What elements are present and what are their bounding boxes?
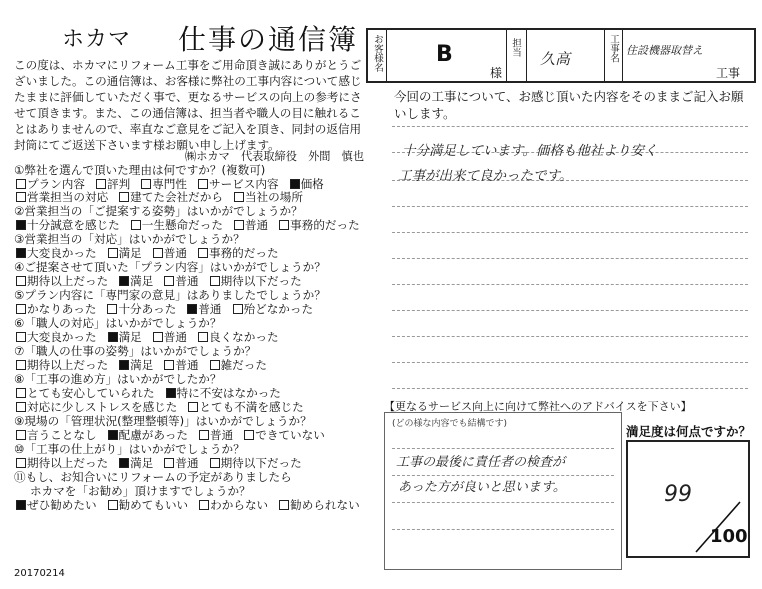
option-label: 殆どなかった xyxy=(243,302,314,317)
option-label: 評判 xyxy=(106,177,131,191)
answer-option[interactable] xyxy=(185,302,221,316)
answer-option[interactable] xyxy=(117,190,223,204)
answer-option[interactable] xyxy=(106,498,189,512)
option-label: サービス内容 xyxy=(208,177,279,191)
checkbox[interactable] xyxy=(210,458,220,468)
answer-row xyxy=(14,274,311,288)
signature: ㈱ホカマ 代表取締役 外間 慎也 xyxy=(185,150,365,163)
answer-option[interactable] xyxy=(14,386,155,400)
option-label: 専門性 xyxy=(152,177,187,191)
answer-option[interactable] xyxy=(14,400,177,414)
option-label: 普通 xyxy=(163,330,187,345)
customer-header xyxy=(366,28,756,83)
impression-line-1: 十分満足しています。価格も他社より安く xyxy=(402,143,658,159)
checkbox[interactable] xyxy=(198,332,208,342)
answer-row xyxy=(14,246,288,260)
checkbox[interactable] xyxy=(16,179,26,189)
answer-option[interactable] xyxy=(232,190,303,204)
checkbox[interactable] xyxy=(141,179,151,189)
checkbox[interactable] xyxy=(244,430,254,440)
checkbox[interactable] xyxy=(119,192,129,202)
option-label: 建てた会社だから xyxy=(130,190,223,205)
answer-option[interactable] xyxy=(208,456,302,470)
checkbox[interactable] xyxy=(234,192,244,202)
option-label: 期待以上だった xyxy=(27,358,109,373)
advice-line-1: 工事の最後に責任者の検査が xyxy=(396,455,566,470)
answer-option[interactable] xyxy=(129,218,223,232)
checkbox[interactable] xyxy=(188,402,198,412)
option-label: できていない xyxy=(255,427,325,442)
option-label: わからない xyxy=(210,497,269,512)
checkbox[interactable] xyxy=(164,360,174,370)
advice-prompt: 【更なるサービス向上に向けて弊社へのアドバイスを下さい】 xyxy=(384,400,692,413)
satisfaction-label: 満足度は何点ですか？ xyxy=(626,424,752,439)
answer-option[interactable] xyxy=(14,218,120,232)
checkbox[interactable] xyxy=(131,220,141,230)
checkbox[interactable] xyxy=(16,248,26,258)
answer-option[interactable] xyxy=(106,246,142,260)
checkbox[interactable] xyxy=(199,500,209,510)
answer-option[interactable] xyxy=(162,274,198,288)
option-label: 期待以上だった xyxy=(27,455,109,470)
answer-option[interactable] xyxy=(208,274,302,288)
answer-option[interactable] xyxy=(186,400,303,414)
answer-option[interactable] xyxy=(162,456,198,470)
page-title: 仕事の通信簿 xyxy=(178,23,359,56)
checkbox[interactable] xyxy=(16,220,26,230)
question-4: ④ご提案させて頂いた「プラン内容」はいかがでしょうか？ xyxy=(14,260,326,275)
work-suffix: 工事 xyxy=(716,66,741,80)
answer-option[interactable] xyxy=(277,498,360,512)
answer-option[interactable] xyxy=(197,498,268,512)
question-6: ⑥「職人の対応」はいかがでしょうか？ xyxy=(14,316,222,331)
answer-option[interactable] xyxy=(117,358,153,372)
answer-option[interactable] xyxy=(196,330,279,344)
customer-label: お客様名 xyxy=(372,34,383,72)
checkbox[interactable] xyxy=(119,458,129,468)
answer-option[interactable] xyxy=(242,428,325,442)
intro-text: この度は、ホカマにリフォーム工事をご用命頂き誠にありがとうございました。この通信簿は、お客様に弊社の工事内容について感じたままに評価していただく事で、更なるサービスの向上の参考にさせて頂きます。また、この通信簿は、担当者や職人の目に触れることはありませんので、率直なご意見をご記入を頂き、同封の返信用封筒にてご返送下さいます様お願い申し上げます。 xyxy=(14,58,362,153)
option-label: とても不満を感じた xyxy=(199,399,304,414)
advice-line-2: あった方が良いと思います。 xyxy=(398,480,566,495)
checkbox[interactable] xyxy=(279,220,289,230)
option-label: 勧められない xyxy=(290,497,360,512)
checkbox[interactable] xyxy=(164,458,174,468)
checkbox[interactable] xyxy=(96,179,106,189)
option-label: 満足 xyxy=(118,330,142,345)
option-label: 普通 xyxy=(175,455,199,470)
answer-row xyxy=(14,302,322,316)
answer-option[interactable] xyxy=(139,177,187,191)
checkbox[interactable] xyxy=(16,360,26,370)
answer-option[interactable] xyxy=(196,246,279,260)
form-code: 20170214 xyxy=(14,568,65,579)
answer-row xyxy=(14,190,312,204)
work-name: 住設機器取替え xyxy=(626,44,703,57)
option-label: プラン内容 xyxy=(27,177,85,191)
checkbox[interactable] xyxy=(279,500,289,510)
answer-option[interactable] xyxy=(117,274,153,288)
option-label: 営業担当の対応 xyxy=(27,190,109,205)
answer-option[interactable] xyxy=(14,246,97,260)
answer-row xyxy=(14,358,276,372)
answer-option[interactable] xyxy=(14,274,108,288)
checkbox[interactable] xyxy=(199,430,209,440)
option-label: 大変良かった xyxy=(27,330,97,345)
option-label: 普通 xyxy=(163,246,187,261)
option-label: 対応に少しストレスを感じた xyxy=(27,399,178,414)
answer-option[interactable] xyxy=(151,330,187,344)
answer-option[interactable] xyxy=(197,428,233,442)
answer-option[interactable] xyxy=(196,177,279,191)
option-label: 普通 xyxy=(210,427,234,442)
answer-option[interactable] xyxy=(106,330,142,344)
checkbox[interactable] xyxy=(16,332,26,342)
option-label: 満足 xyxy=(118,246,142,261)
checkbox[interactable] xyxy=(233,304,243,314)
option-label: 雑だった xyxy=(220,358,267,373)
answer-option[interactable] xyxy=(14,456,108,470)
option-label: 満足 xyxy=(130,274,154,289)
answer-option[interactable] xyxy=(105,302,176,316)
question-1: ①弊社を選んで頂いた理由は何ですか？(複数可) xyxy=(14,163,266,177)
answer-row xyxy=(14,386,290,400)
option-label: 言うことなし xyxy=(27,427,97,442)
checkbox[interactable] xyxy=(16,458,26,468)
answer-option[interactable] xyxy=(14,428,97,442)
checkbox[interactable] xyxy=(210,360,220,370)
advice-note: (どの様な内容でも結構です) xyxy=(392,419,508,429)
option-label: 配慮があった xyxy=(118,427,189,442)
answer-option[interactable] xyxy=(14,498,97,512)
option-label: 期待以下だった xyxy=(220,274,302,289)
checkbox[interactable] xyxy=(166,388,176,398)
option-label: 大変良かった xyxy=(27,246,97,261)
checkbox[interactable] xyxy=(16,388,26,398)
checkbox[interactable] xyxy=(187,304,197,314)
option-label: 普通 xyxy=(175,274,199,289)
checkbox[interactable] xyxy=(107,304,117,314)
option-label: 勧めてもいい xyxy=(118,497,189,512)
answer-option[interactable] xyxy=(14,358,108,372)
answer-option[interactable] xyxy=(277,218,360,232)
impression-line-2: 工事が出来て良かったです。 xyxy=(398,168,573,184)
answer-option[interactable] xyxy=(94,177,130,191)
staff-name: 久高 xyxy=(540,50,571,68)
option-label: 当社の場所 xyxy=(244,190,303,205)
checkbox[interactable] xyxy=(164,276,174,286)
company-name: ホカマ xyxy=(62,27,132,52)
answer-row xyxy=(14,400,313,414)
score-value: 99 xyxy=(664,482,692,507)
checkbox[interactable] xyxy=(16,430,26,440)
staff-label: 担当 xyxy=(510,38,521,57)
option-label: 普通 xyxy=(244,218,269,233)
question-5: ⑤プラン内容に「専門家の意見」はありましたでしょうか？ xyxy=(14,288,326,303)
score-max: 100 xyxy=(710,526,748,547)
question-11-cont: ホカマを「お勧め」頂けますでしょうか？ xyxy=(30,483,251,498)
answer-option[interactable] xyxy=(14,302,96,316)
checkbox[interactable] xyxy=(108,500,118,510)
answer-option[interactable] xyxy=(231,302,314,316)
option-label: 十分あった xyxy=(118,302,177,317)
option-label: 普通 xyxy=(198,302,222,317)
question-8: ⑧「工事の進め方」はいかがでしたか？ xyxy=(14,372,222,387)
work-label: 工事名 xyxy=(608,34,619,63)
checkbox[interactable] xyxy=(153,248,163,258)
checkbox[interactable] xyxy=(16,192,26,202)
answer-option[interactable] xyxy=(208,358,267,372)
option-label: 期待以上だった xyxy=(27,274,109,289)
checkbox[interactable] xyxy=(198,179,208,189)
answer-option[interactable] xyxy=(106,428,188,442)
option-label: 期待以下だった xyxy=(220,455,302,470)
option-label: 事務的だった xyxy=(290,218,360,233)
checkbox[interactable] xyxy=(290,179,300,189)
checkbox[interactable] xyxy=(108,248,118,258)
checkbox[interactable] xyxy=(16,402,26,412)
option-label: 価格 xyxy=(300,177,324,191)
checkbox[interactable] xyxy=(16,500,26,510)
answer-row xyxy=(14,456,311,470)
option-label: 一生懸命だった xyxy=(141,218,223,233)
checkbox[interactable] xyxy=(234,220,244,230)
impression-prompt: 今回の工事について、お感じ頂いた内容をそのままご記入お願いします。 xyxy=(394,89,744,121)
answer-option[interactable] xyxy=(14,330,97,344)
checkbox[interactable] xyxy=(16,304,26,314)
checkbox[interactable] xyxy=(16,276,26,286)
option-label: 満足 xyxy=(130,358,154,373)
option-label: かなりあった xyxy=(27,302,97,317)
answer-row xyxy=(14,330,288,344)
answer-row xyxy=(14,428,334,442)
question-10: ⑩「工事の仕上がり」はいかがでしょうか？ xyxy=(14,441,245,456)
checkbox[interactable] xyxy=(198,248,208,258)
answer-row xyxy=(14,177,333,191)
question-11: ⑪もし、お知合いにリフォームの予定がありましたら xyxy=(14,469,292,484)
option-label: 満足 xyxy=(130,455,154,470)
checkbox[interactable] xyxy=(108,430,118,440)
answer-row xyxy=(14,218,369,232)
answer-option[interactable] xyxy=(14,190,108,204)
option-label: 普通 xyxy=(175,358,199,373)
question-2: ②営業担当の「ご提案する姿勢」はいかがでしょうか？ xyxy=(14,204,303,219)
option-label: 十分誠意を感じた xyxy=(27,218,120,233)
answer-option[interactable] xyxy=(117,456,153,470)
checkbox[interactable] xyxy=(108,332,118,342)
checkbox[interactable] xyxy=(119,276,129,286)
customer-name: B xyxy=(436,42,453,67)
question-7: ⑦「職人の仕事の姿勢」はいかがでしょうか？ xyxy=(14,344,257,359)
answer-option[interactable] xyxy=(14,177,85,191)
question-9: ⑨現場の「管理状況(整理整頓等)」はいかがでしょうか？ xyxy=(14,413,312,428)
question-3: ③営業担当の「対応」はいかがでしょうか？ xyxy=(14,232,245,247)
score-box xyxy=(626,440,750,558)
answer-row xyxy=(14,498,369,512)
checkbox[interactable] xyxy=(210,276,220,286)
option-label: ぜひ勧めたい xyxy=(27,497,97,512)
answer-option[interactable] xyxy=(232,218,268,232)
option-label: 事務的だった xyxy=(208,246,279,261)
option-label: 良くなかった xyxy=(208,330,279,345)
option-label: 特に不安はなかった xyxy=(176,386,281,401)
answer-option[interactable] xyxy=(151,246,187,260)
customer-suffix: 様 xyxy=(490,66,503,80)
answer-option[interactable] xyxy=(162,358,198,372)
checkbox[interactable] xyxy=(119,360,129,370)
checkbox[interactable] xyxy=(153,332,163,342)
option-label: とても安心していられた xyxy=(27,386,155,401)
answer-option[interactable] xyxy=(288,177,324,191)
answer-option[interactable] xyxy=(164,386,281,400)
